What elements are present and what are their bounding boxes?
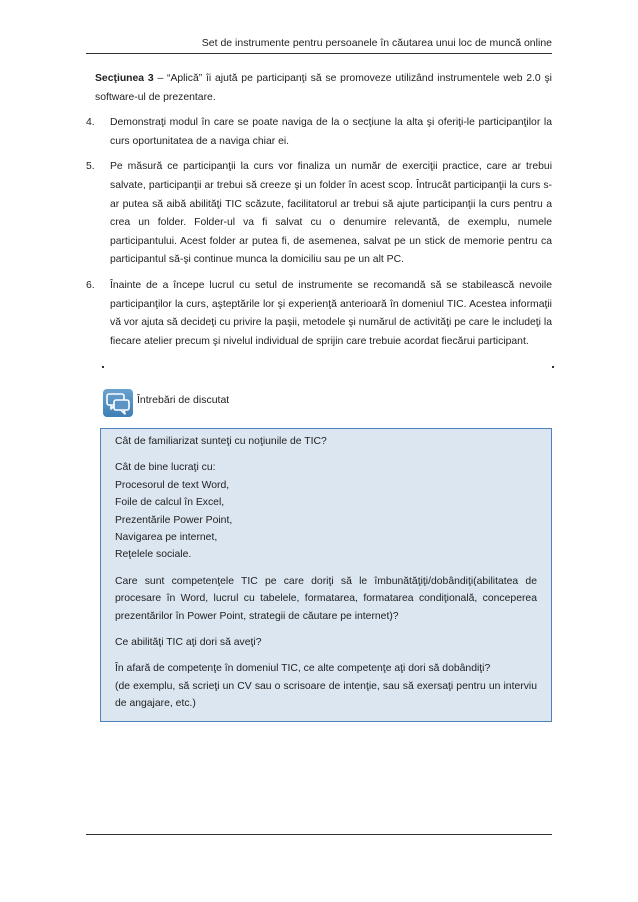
section-3-paragraph	[86, 70, 552, 107]
footer-rule	[86, 834, 552, 835]
speech-bubbles-icon	[103, 389, 133, 417]
skill-list-item: Reţelele sociale.	[115, 549, 192, 561]
question-5	[115, 660, 537, 712]
question-2	[115, 459, 537, 563]
list-item-4	[86, 114, 552, 151]
discussion-heading: Întrebări de discutat	[137, 394, 230, 406]
list-number: 5.	[86, 161, 95, 173]
skill-list-item: Prezentările Power Point,	[115, 514, 233, 526]
skill-list-item: Foile de calcul în Excel,	[115, 497, 225, 509]
skill-list-item: Navigarea pe internet,	[115, 532, 218, 544]
list-item-text: Înainte de a începe lucrul cu setul de instrumente se recomandă să se stabilească nevoile participanţilor la curs, aşteptările lor şi experienţă anterioară în domeniul TIC. Acestea informaţii vă vor ajuta să decideţi cu privire la paşii, metodele şi numărul de activităţi pe care le includeţi la fiecare atelier precum şi nivelul individual de sprijin care trebuie acordat fiecărui participant.	[110, 279, 552, 347]
question-text: În afară de competenţe în domeniul TIC, ce alte competenţe aţi dori să dobândiţi?	[115, 663, 491, 675]
page-body	[86, 70, 552, 358]
discussion-questions-box	[100, 428, 552, 722]
question-4	[115, 634, 537, 651]
list-item-5	[86, 158, 552, 270]
question-text: Care sunt competenţele TIC pe care doriţi să le îmbunătăţiţi/dobândiţi(abilitatea de procesare în Word, lucrul cu tabelele, formatarea, formatarea condiţională, conceperea prezentărilor în Power Point, strategii de căutare pe internet)?	[115, 575, 537, 622]
header-rule	[86, 53, 552, 54]
box-corner-marks	[102, 366, 554, 372]
question-1	[115, 433, 537, 450]
speech-bubbles-icon-graphic	[103, 389, 133, 417]
list-number: 6.	[86, 279, 95, 291]
corner-dot-right	[552, 366, 554, 368]
running-header: Set de instrumente pentru persoanele în căutarea unui loc de muncă online	[201, 37, 552, 49]
question-text: Ce abilităţi TIC aţi dori să aveţi?	[115, 637, 262, 649]
skill-list-item: Procesorul de text Word,	[115, 479, 230, 491]
list-number: 4.	[86, 117, 95, 129]
list-item-text: Demonstraţi modul în care se poate naviga de la o secţiune la alta şi oferiţi-le participanţilor la curs oportunitatea de a naviga chiar ei.	[110, 117, 552, 147]
section-label: Secţiunea 3	[95, 73, 154, 84]
question-text: Cât de familiarizat sunteţi cu noţiunile de TIC?	[115, 436, 327, 447]
question-note: (de exemplu, să scrieţi un CV sau o scrisoare de intenţie, sau să exersaţi pentru un interviu de angajare, etc.)	[115, 680, 537, 710]
corner-dot-left	[102, 366, 104, 368]
question-3	[115, 573, 537, 625]
section-text: – “Aplică” îi ajută pe participanţi să se promoveze utilizând instrumentele web 2.0 şi software-ul de prezentare.	[95, 73, 552, 103]
list-item-6	[86, 277, 552, 351]
question-intro: Cât de bine lucraţi cu:	[115, 462, 216, 474]
list-item-text: Pe măsură ce participanţii la curs vor finaliza un număr de exerciţii practice, care ar trebui salvate, participanţii ar trebui să creeze şi un folder în acest scop. Întrucât participanţii la curs s-ar putea să aibă abilităţi TIC scăzute, facilitatorul ar trebui să ajute participanţii la curs pentru a crea un folder. Folder-ul va fi salvat cu o denumire relevantă, de exemplu, numele participantului. Acest folder ar putea fi, de asemenea, salvat pe un stick de memorie pentru ca participantul să-şi continue munca la domiciliu sau pe un alt PC.	[110, 161, 552, 266]
